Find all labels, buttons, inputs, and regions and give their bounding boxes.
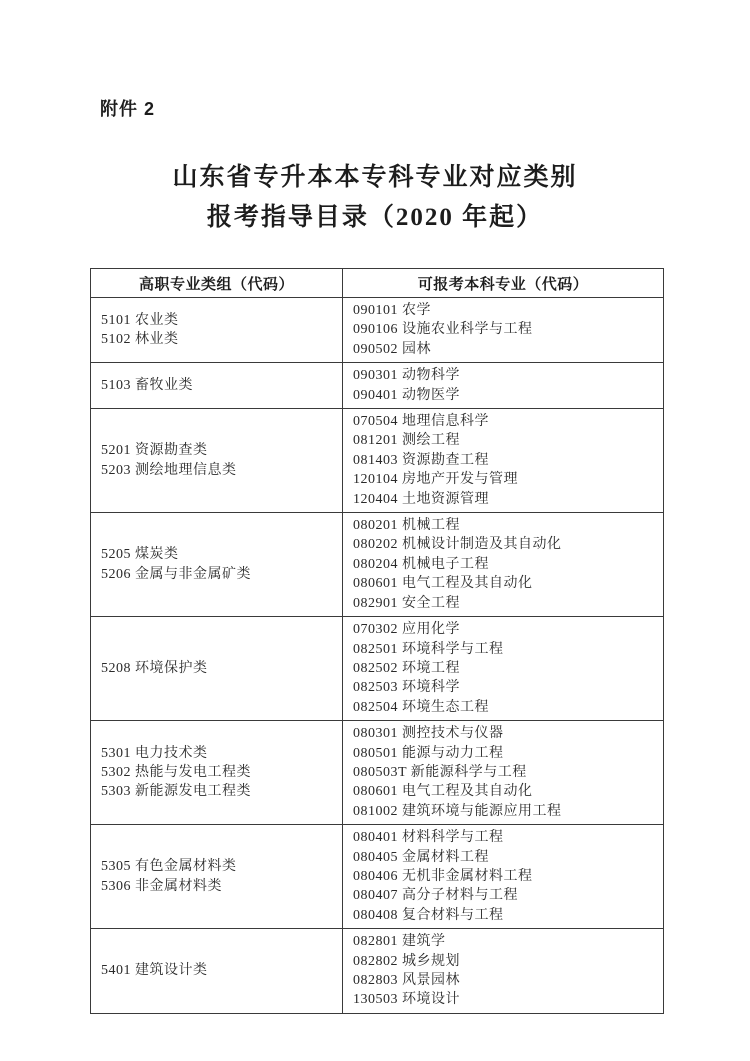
major-line: 090106 设施农业科学与工程 <box>353 322 533 338</box>
majors-cell <box>343 363 664 409</box>
majors-cell <box>343 929 664 1014</box>
group-line: 5305 有色金属材料类 <box>101 859 237 875</box>
document-title-line2: 报考指导目录（2020 年起） <box>206 204 544 231</box>
major-line: 080202 机械设计制造及其自动化 <box>353 537 562 553</box>
catalog-table-header <box>91 269 664 298</box>
major-line: 090301 动物科学 <box>353 368 460 384</box>
group-line: 5303 新能源发电工程类 <box>101 784 251 800</box>
group-cell <box>91 409 343 513</box>
major-line: 080201 机械工程 <box>353 518 460 534</box>
table-row <box>91 617 664 721</box>
major-line: 080406 无机非金属材料工程 <box>353 868 533 884</box>
table-row <box>91 409 664 513</box>
major-line: 082502 环境工程 <box>353 660 460 676</box>
major-line: 081002 建筑环境与能源应用工程 <box>353 803 562 819</box>
major-line: 082503 环境科学 <box>353 680 460 696</box>
group-cell <box>91 363 343 409</box>
major-line: 080407 高分子材料与工程 <box>353 888 518 904</box>
group-line: 5102 林业类 <box>101 332 179 348</box>
group-cell <box>91 929 343 1014</box>
major-line: 080405 金属材料工程 <box>353 849 489 865</box>
majors-cell <box>343 298 664 363</box>
catalog-table <box>90 268 664 1014</box>
group-cell <box>91 617 343 721</box>
major-line: 082501 环境科学与工程 <box>353 641 504 657</box>
table-row <box>91 513 664 617</box>
major-line: 080408 复合材料与工程 <box>353 907 504 923</box>
table-row <box>91 929 664 1014</box>
major-line: 080401 材料科学与工程 <box>353 830 504 846</box>
major-line: 090502 园林 <box>353 341 431 357</box>
major-line: 130503 环境设计 <box>353 992 460 1008</box>
group-line: 5306 非金属材料类 <box>101 878 222 894</box>
major-line: 090101 农学 <box>353 303 431 318</box>
major-line: 080204 机械电子工程 <box>353 556 489 572</box>
majors-cell <box>343 617 664 721</box>
group-line: 5208 环境保护类 <box>101 660 208 676</box>
group-line: 5401 建筑设计类 <box>101 963 208 979</box>
group-cell <box>91 825 343 929</box>
majors-cell <box>343 825 664 929</box>
table-row <box>91 721 664 825</box>
header-group-column: 高职专业类组（代码） <box>91 269 343 298</box>
major-line: 082901 安全工程 <box>353 595 460 611</box>
group-line: 5203 测绘地理信息类 <box>101 462 237 478</box>
major-line: 081403 资源勘查工程 <box>353 452 489 468</box>
majors-cell <box>343 409 664 513</box>
document-title-line1: 山东省专升本本专科专业对应类别 <box>172 164 578 191</box>
major-line: 080601 电气工程及其自动化 <box>353 784 533 800</box>
majors-cell <box>343 513 664 617</box>
major-line: 080601 电气工程及其自动化 <box>353 576 533 592</box>
major-line: 081201 测绘工程 <box>353 433 460 449</box>
attachment-label: 附件 2 <box>100 99 156 119</box>
group-line: 5206 金属与非金属矿类 <box>101 566 251 582</box>
majors-cell <box>343 721 664 825</box>
table-row <box>91 363 664 409</box>
group-line: 5302 热能与发电工程类 <box>101 764 251 780</box>
group-cell <box>91 513 343 617</box>
major-line: 082801 建筑学 <box>353 934 446 950</box>
group-cell <box>91 298 343 363</box>
major-line: 120404 土地资源管理 <box>353 491 489 507</box>
major-line: 080301 测控技术与仪器 <box>353 726 504 742</box>
table-row <box>91 298 664 363</box>
catalog-table-body <box>91 298 664 1014</box>
major-line: 120104 房地产开发与管理 <box>353 472 518 488</box>
group-line: 5201 资源勘查类 <box>101 443 208 459</box>
group-cell <box>91 721 343 825</box>
group-line: 5205 煤炭类 <box>101 547 179 563</box>
group-line: 5101 农业类 <box>101 312 179 328</box>
major-line: 070302 应用化学 <box>353 622 460 638</box>
group-line: 5103 畜牧业类 <box>101 377 193 393</box>
table-row <box>91 825 664 929</box>
major-line: 090401 动物医学 <box>353 387 460 403</box>
header-majors-column: 可报考本科专业（代码） <box>343 269 664 298</box>
major-line: 080501 能源与动力工程 <box>353 745 504 761</box>
document-title <box>0 158 750 238</box>
major-line: 082504 环境生态工程 <box>353 699 489 715</box>
major-line: 080503T 新能源科学与工程 <box>353 764 527 780</box>
major-line: 082803 风景园林 <box>353 973 460 988</box>
major-line: 082802 城乡规划 <box>353 953 460 969</box>
major-line: 070504 地理信息科学 <box>353 414 489 430</box>
group-line: 5301 电力技术类 <box>101 745 208 761</box>
